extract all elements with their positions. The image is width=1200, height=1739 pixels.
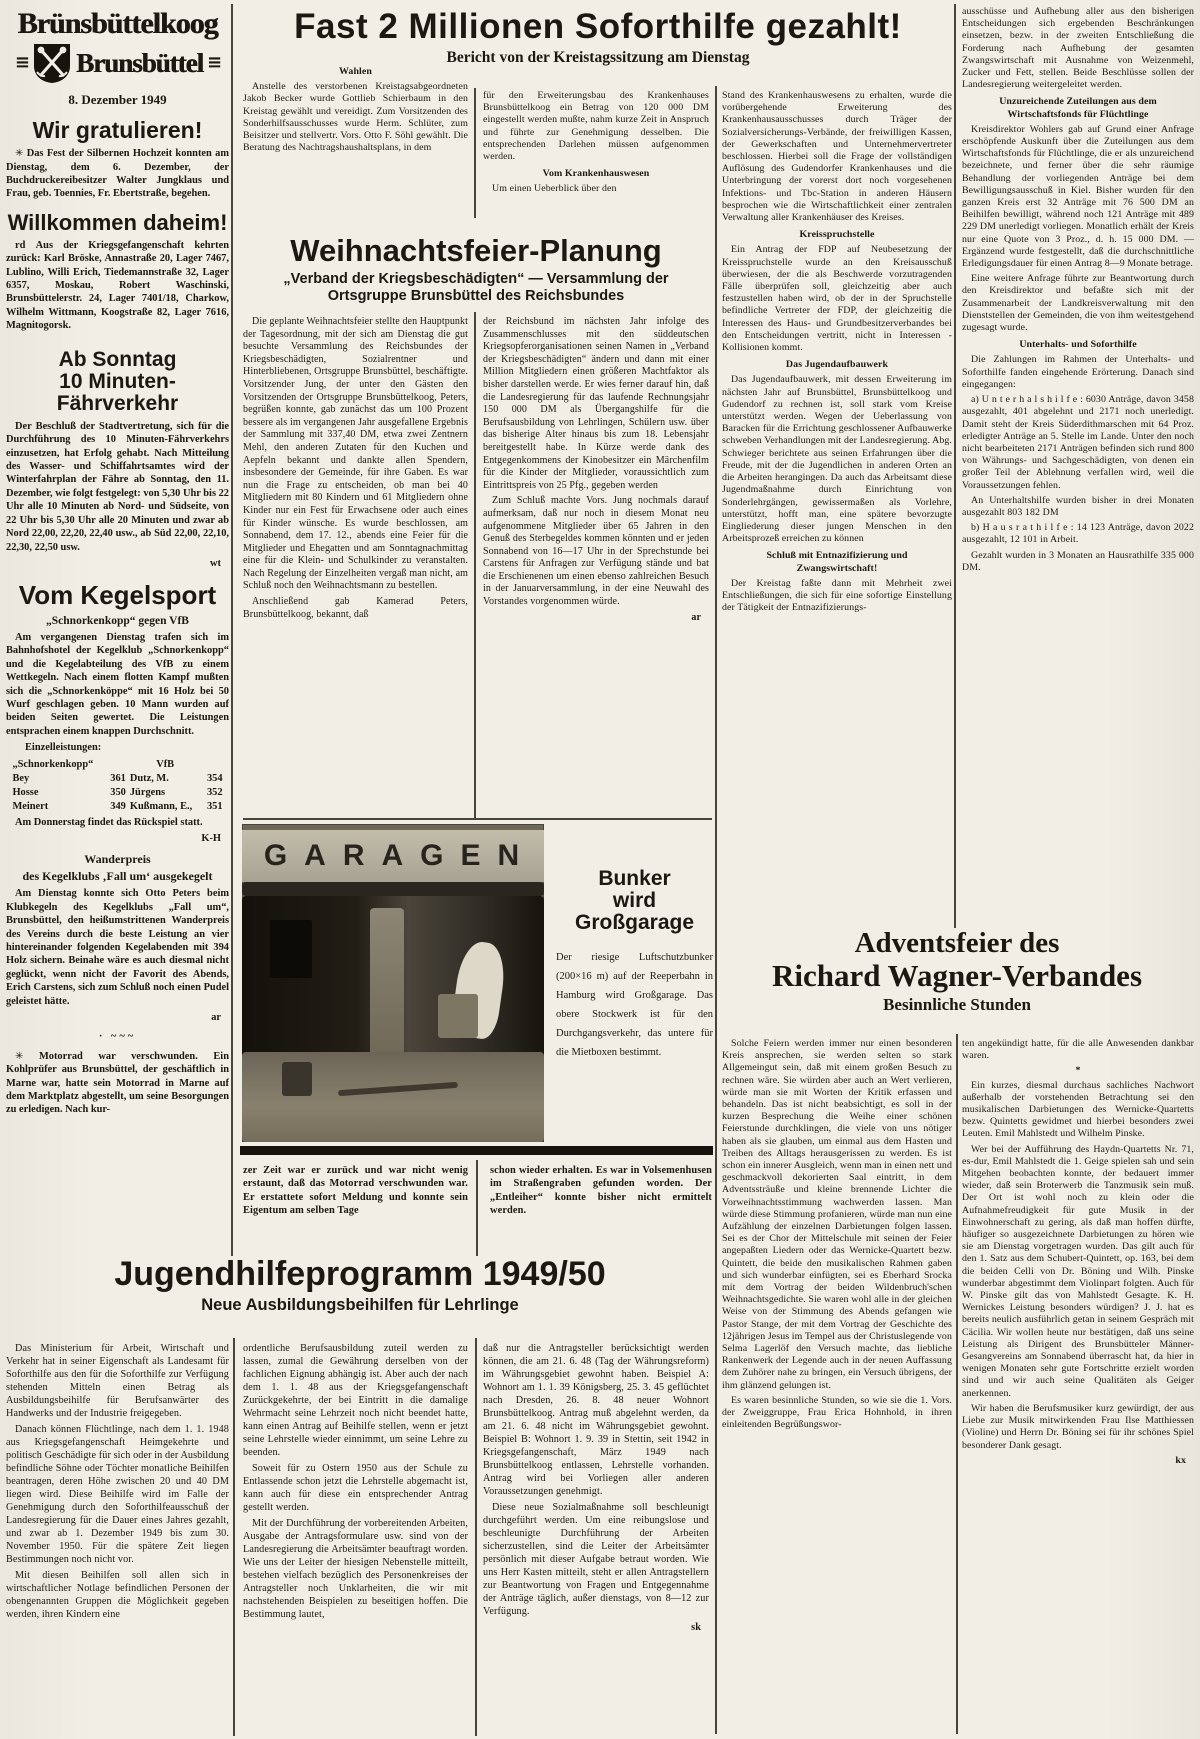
weihnachtsfeier-header [240,234,712,305]
left-column [6,6,229,1258]
paragraph: Anstelle des verstorbenen Kreistagsabgeordneten Jakob Becker wurde Gottlieb Schierbaum in den Kreistag gewählt und vereidigt. Zum Vorsitzenden des Sonderhilfsausschusses wurde Herm. Schlüter, zum Beisitzer und stellvertr. Vors. Otto F. Söhl gewählt. Die Beratung des Nachtragshaushaltsplans, in dem [243,81,468,154]
caption-body: Der riesige Luftschutzbunker (200×16 m) auf der Reeperbahn in Hamburg wird Großgarage. Das obere Stockwerk ist für den Durchgangsverkehr, das untere für die Mietboxen bestimmt. [556,952,713,1058]
paragraph: Ein Antrag der FDP auf Neubesetzung der Kreisspruchstelle wurde an den Kreisausschuß überwiesen, der die als Beschwerde vorzutragenden Fälle überprüfen soll, gleichzeitig aber auch festzustellen haben wird, ob der in der Spruchstelle befindliche Vertreter der FDP, der gleichzeitig die Interessen des Haus- und Grundbesitzerverbandes bei den Entscheidungen vertritt, nicht in Interessen - Kollisionen kommt. [722,244,952,354]
article-title-willkommen: Willkommen daheim! [7,209,228,235]
bold-lead: Das Fest der Silbernen Hochzeit [26,148,173,160]
jugendhilfe-col2 [243,1342,468,1734]
jugendhilfe-headline: Jugendhilfeprogramm 1949/50 [114,1255,606,1293]
paragraph: Der Beschluß der Stadtvertretung, sich für die Durchführung des 10 Minuten-Fährverkehrs einzusetzen, hat Erfolg gehabt. Nach Mitteilung des Wasser- und Schiffahrtsamtes wird der Winterfahrplan der Fähre ab Sonntag, den 11. Dezember, wie folgt festgelegt: von 5,30 Uhr bis 22 Uhr alle 10 Minuten ab Nord- und Südseite, von 22 Uhr bis 5,30 Uhr alle 20 Minuten und zwar ab Nord 22,00, 22,20, 22,40 usw., ab Süd 22,00, 22,10, 22,30, 22,50 usw. [6,420,229,553]
bold-lead: Motorrad war verschwunden. [38,1050,198,1062]
paragraph: Mit der Durchführung der vorbereitenden Arbeiten, Ausgabe der Antragsformulare usw. sind von der Landesregierung die Arbeitsämter beauftragt worden. Wie uns der Leiter der hiesigen Nebenstelle mitteilt, bestehen vielfach bezüglich des Personenkreises der Antragsteller noch Unklarheiten, die wir mit nachstehenden Beispielen zu beseitigen hoffen. Die Bestimmung lautet, [243,1518,468,1620]
ornament-divider: · ~~~ [98,1031,137,1043]
adventsfeier-headline-line1: Adventsfeier des [854,927,1060,959]
author-initials: ar [211,1011,221,1023]
paragraph: konnten am Dienstag, dem 6. Dezember, der Buchdruckereibesitzer Walter Jungklaus und Frau, geb. Toennies, Fr. Ebertstraße, begehen. [6,148,229,200]
adventsfeier-headline-line2: Richard Wagner-Verbandes [771,958,1143,993]
crosshead-kreisspruchstelle: Kreisspruchstelle [799,229,875,241]
table-label: Einzelleistungen: [25,742,102,754]
lead-subhead: Bericht von der Kreistagssitzung am Dienstag [446,49,750,66]
article-title-faehr-line2: 10 Minuten-Fährverkehr [56,369,179,415]
paragraph: a) U n t e r h a l s h i l f e : 6030 Anträge, davon 3458 ausgezahlt, 401 abgelehnt und 2171 noch unerledigt. Damit steht der Kreis Süderdithmarschen mit 64 Proz. erledigter Anträge an 5. Stelle im Lande. Unter den noch nicht bearbeiteten 2171 Anträgen befinden sich rund 800 von Währungs- und Sachgeschädigten, von denen ein großer Teil der Ablehnung verfallen wird, weil die Voraussetzungen fehlen. [962,394,1194,491]
column-rule [476,1160,478,1256]
crosshead-zuteilungen-line1: Unzureichende Zuteilungen aus dem [999,96,1157,108]
issue-date: 8. Dezember 1949 [68,92,167,107]
lead-article-header [240,8,956,68]
masthead-title-line1: Brünsbüttelkoog [17,7,218,40]
player-name: Kußmann, E., [129,800,193,812]
author-initials: K-H [201,833,221,845]
photo-doorway [270,920,312,978]
score: 354 [206,772,223,784]
score: 361 [110,772,126,784]
masthead-title-line2: Brunsbüttel [75,48,204,78]
paragraph: Die Zahlungen im Rahmen der Unterhalts- und Soforthilfe fanden eingehende Erörterung. Danach sind eingegangen: [962,354,1194,390]
jugendhilfe-col1 [6,1342,229,1734]
author-initials: rd [15,239,26,251]
photo-bottom-bar [240,1146,713,1155]
author-initials: ar [691,611,701,623]
player-name: Bey [12,772,30,784]
column-rule [715,86,717,1734]
crosshead-jugendaufbauwerk: Das Jugendaufbauwerk [785,359,889,371]
player-name: Hosse [12,786,39,798]
motorrad-continuation-col1 [243,1164,468,1254]
crosshead-unterhaltshilfe: Unterhalts- und Soforthilfe [1019,339,1137,351]
paragraph: ten angekündigt hatte, für die alle Anwesenden dankbar waren. [962,1038,1194,1062]
paragraph: daß nur die Antragsteller berücksichtigt werden können, die am 21. 6. 48 (Tag der Währungsreform) im Währungsgebiet gewohnt haben. Beispiel A: Wohnort am 1. 1. 39 Königsberg, 25. 3. 45 geflüchtet nach Dresden, 26. 8. 48 neuer Wohnort Brunsbüttelkoog. Antrag muß abgelehnt werden, da am 21. 6. 48 nicht im Währungsgebiet gewohnt. Beispiel B: Wohnort 1. 9. 39 in Stettin, seit 1942 in Kriegsgefangenschaft, März 1949 nach Brunsbüttelkoog entlassen, Lehrstelle vorhanden. Antrag wird bei Vorliegen aller anderen Voraussetzungen genehmigt. [483,1343,709,1497]
paragraph: Ein Kohlprüfer aus Brunsbüttel, der geschäftlich in Marne war, hatte sein Motorrad in Marne auf dem Marktplatz abgestellt, um seine Besorgungen zu erledigen. Nach kur- [6,1050,229,1116]
jugendhilfe-subhead: Neue Ausbildungsbeihilfen für Lehrlinge [201,1296,519,1314]
speed-lines-left-icon: ≡ [14,52,28,73]
crosshead-entnazifizierung-line2: Zwangswirtschaft! [796,562,878,574]
paragraph: Eine weitere Anfrage führte zur Beantwortung durch den Kreisdirektor und befaßte sich mit der Zusammenarbeit der Landkreisverwaltung mit den Dienststellen der Gemeinden, die von ihm weitestgehend zugesagt wurde. [962,273,1194,334]
weihnachtsfeier-col1 [243,316,468,816]
author-initials: sk [691,1622,701,1633]
paragraph: ordentliche Berufsausbildung zuteil werden zu lassen, zumal die Gewährung derselben von der fachlichen Eignung abhängig ist. Aber auch der nach dem 1. 1. 48 aus der Kriegsgefangenschaft Zurückgekehrte, der bei Eintritt in die damalige Wehrmacht seine Lehrzeit noch nicht beendet hatte, kann einen Antrag auf Beihilfe stellen, wenn er jetzt seine Lehrstelle wieder einnimmt, um seine Lehre zu beenden. [243,1343,468,1458]
paragraph: für den Erweiterungsbau des Krankenhauses Brunsbüttelkoog ein Betrag von 120 000 DM eingestellt werden mußte, nahm kurze Zeit in Anspruch und führte zur Genehmigung desselben. Die entsprechenden Darlehen müssen aufgenommen werden. [483,90,709,163]
table-header: „Schnorkenkopp“ [12,758,94,770]
paragraph: An Unterhaltshilfe wurden bisher in drei Monaten ausgezahlt 803 182 DM [962,494,1194,518]
paragraph: zer Zeit war er zurück und war nicht wenig erstaunt, daß das Motorrad verschwunden war. Er erstattete sofort Meldung und konnte sein Eigentum am selben Tage [243,1165,468,1217]
player-name: Meinert [12,800,49,812]
paragraph: Kreisdirektor Wohlers gab auf Grund einer Anfrage erschöpfende Auskunft über die Zuteilungen aus dem Wirtschaftsfonds für Flüchtlinge, die er als unzureichend bezeichnete, und ferner über die sehr räumige Behandlung der vorliegenden Anträge bei dem Bewilligungsausschuß in Kiel. Bisher wurden für den ganzen Kreis erst 32 Anträge mit 76 500 DM an Beihilfen bewilligt, während noch 121 Anträge mit 489 229 DM unerledigt vorliegen. Monatlich erhält der Kreis nur eine Quote von 3 Proz., d. h. 15 000 DM. — Ergänzend wurde festgestellt, daß die durchschnittliche Erledigungsdauer für einen Antrag 8—9 Monate betrage. [962,123,1194,270]
paragraph: Diese neue Sozialmaßnahme soll beschleunigt durchgeführt werden. Um eine reibungslose und beschleunigte Durchführung der Arbeiten sicherzustellen, sind die Leiter der Arbeitsämter persönlich mit dieser Aufgabe betraut worden. Wie uns Herr Kasten mitteilt, steht er allen Antragstellern zur Beantwortung von Fragen und Entgegennahme der Anträge täglich, außer dienstags, von 8—12 zur Verfügung. [483,1502,709,1617]
article-title-gratulieren: Wir gratulieren! [32,117,203,143]
adventsfeier-subhead: Besinnliche Stunden [883,995,1031,1014]
adventsfeier-header [718,928,1196,1016]
article-body [6,147,229,201]
paragraph: Soweit für zu Ostern 1950 aus der Schule zu Entlassende schon jetzt die Lehrstelle abgemacht ist, kann auch für diese ein entsprechender Antrag gestellt werden. [243,1463,468,1513]
paragraph: Stand des Krankenhauswesens zu erhalten, wurde die vorübergehende Erweiterung des Krankenhausausschusses durch Träger der Sozialversicherungs-Verbände, der freiwilligen Kassen, der Gewerkschaften und Unternehmervertreter beschlossen. Hierbei soll die Frage der vollständigen Auflösung des Gudendorfer Krankenhauses und die Unterbringung der vorerst dort noch vorgesehenen Infektions- und Tbc-Station in anderen Häusern besprochen wie die Wirtschaftlichkeit einer zentralen Verwaltung aller Krankenhäuser des Kreises. [722,90,952,224]
paragraph: Gezahlt wurden in 3 Monaten an Hausrathilfe 335 000 DM. [962,549,1194,573]
weihnachtsfeier-subhead-line1: „Verband der Kriegsbeschädigten“ — Versammlung der [283,271,669,287]
paragraph: Am vergangenen Dienstag trafen sich im Bahnhofshotel der Kegelklub „Schnorkenkopp“ und die Kegelabteilung des VfB zu einem Wettkegeln. Nach einem flotten Kampf mußten sich die „Schnorkenköppe“ mit 16 Holz bei 50 Wurf geschlagen geben. 10 Mann wurden auf beiden Seiten gewertet. Die Leistungen entsprachen einem knappen Durchschnitt. [6,632,229,737]
garage-sign-text: GARAGEN [263,839,537,872]
paragraph: Ein kurzes, diesmal durchaus sachliches Nachwort außerhalb der vorstehenden Betrachtung sei den musikalischen Darbietungen des Wernicke-Quartetts bezw. Quintetts gewidmet und hierbei besonders zwei Leuten. Emil Mahlstedt und Wilhelm Pinske. [962,1079,1194,1140]
caption-title-line2: wird Großgarage [574,889,695,934]
player-name: Jürgens [129,786,166,798]
column-rule [475,1338,477,1736]
paragraph: Solche Feiern werden immer nur einen besonderen Kreis ansprechen, sie werden selten so stark Allgemeingut sein, daß mit einem großen Besuch zu rechnen wäre. Sie würden aber auch an Wert verlieren, würde man sie mit Worten der Kritik erfassen und behandeln. Das ist nicht beabsichtigt, es soll in der kurzen Besprechung die Weihe einer schönen Feierstunde durchklingen, die viele von uns nötiger haben als sie glauben, um einmal aus dem Hasten und Treiben des Alltags herausgerissen zu werden. Es ist schon ein innerer Ausgleich, wenn man in einen nett und geschmackvoll dekorierten Saal eintritt, in dem Adventssträuße und kleine brennende Lichter die Vorweihnachtsstimmung wachwerden lassen. Man würde diese Stimmung profanieren, würde man nun eine Aufzählung der einzelnen Darbietungen folgen lassen. Sei es der Chor der Mittelschule mit seinen der Feier angepaßten Liedern oder das Wernicke-Quartett bezw. Quintett, die beide den musikalischen Rahmen gaben und sich wunderbar einfügten, sei es Eberhard Srocka mit dem Vortrag der beiden Wildenbruch'schen Weihnachtsgedichte. Sie waren wohl alle in der gleichen Weise von der Stimmung des Abends gefangen wie Pastor Stange, der mit dem Vortrag der Geschichte des 12jährigen Jesus im Tempel aus der Christuslegende von Selma Lagerlöf den Versuch machte, das liebliche Rankenwerk der Legende auch in der neuen Auffassung dem Zuhörer nahe zu bringen, ein Versuch übrigens, der ihm glänzend gelungen ist. [722,1038,952,1391]
column-rule [474,312,476,818]
lead-headline: Fast 2 Millionen Soforthilfe gezahlt! [294,7,902,46]
paragraph: Am Donnerstag findet das Rückspiel statt. [15,816,203,828]
table-row [10,786,224,800]
table-row [10,772,224,786]
kicker: „Schnorkenkopp“ gegen VfB [46,614,189,627]
score: 350 [110,786,126,798]
paragraph: Danach können Flüchtlinge, nach dem 1. 1. 1948 aus Kriegsgefangenschaft Heimgekehrte und politisch Geschädigte für sich oder in der Ausbildung befindliche Söhne oder Töchter monatliche Beihilfen beantragen, deren Höhe zwischen 20 und 40 DM liegen wird. Diese Beihilfe wird im Falle der Genehmigung durch den Soforthilfeausschuß der Landesregierung für die Dauer eines Jahres gezahlt, und zwar ab 1. Dezember 1949 bis zum 30. November 1950. Für die spätere Zeit liegen Bestimmungen noch nicht vor. [6,1424,229,1565]
player-name: Dutz, M. [129,772,169,784]
weihnachtsfeier-col2 [483,316,709,816]
paragraph: ausschüsse und Aufhebung aller aus den bisherigen Entscheidungen sich ergebenden Beschränkungen einsetzen, bezw. in der zweiten Entschließung die Forderung nach Aufhebung der gesamten Zwangswirtschaft mit Ausnahme von Weizenmehl, Zucker und Fett, stellen. Beide Beschlüsse sollen der Landesregierung weitergeleitet werden. [962,6,1194,91]
crosshead-wahlen: Wahlen [339,66,372,77]
masthead [6,8,229,108]
article-title-wanderpreis-line1: Wanderpreis [84,852,151,867]
lead-article-col1 [243,66,468,224]
paragraph: b) H a u s r a t h i l f e : 14 123 Anträge, davon 2022 ausgezahlt, 12 101 in Arbeit. [962,522,1194,546]
photo-pillar [370,908,404,1058]
paragraph: Zum Schluß machte Vors. Jung nochmals darauf aufmerksam, daß nur noch in diesem Monat neu aufgenommene Mitglieder über 65 Jahren in den Genuß des Sterbegeldes kommen könnten und er jeden Sonnabend von 16—17 Uhr in der Sprechstunde bei Carstens für Anfragen zur Verfügung stände und bat die Erschienenen um einen ebenso zahlreichen Besuch in der Januarversammlung, in der eine Neuwahl des Vorstandes vorgenommen würde. [483,495,709,608]
article-body [6,853,229,1116]
lead-article-col2 [483,90,709,232]
column-rule [474,88,476,218]
photo-garage [242,824,544,1142]
column-rule [956,1034,958,1734]
paragraph: Das Ministerium für Arbeit, Wirtschaft und Verkehr hat in seiner Eigenschaft als Landesamt für Soforthilfe aus den für die Soforthilfe zur Verfügung stehenden Mitteln einen Betrag als Ausbildungsbeihilfe für Berufsanwärter des Handwerks und der Industrie freigegeben. [6,1343,229,1419]
article-body [6,239,229,333]
article-body [6,615,229,846]
bold-lead: Aus der Kriegsgefangenschaft kehrten zurück: [6,239,229,265]
photo-bucket [282,1062,312,1096]
photo-crate [438,994,478,1038]
column-rule [233,1338,235,1736]
garage-sign [242,830,544,882]
lead-article-col4 [962,6,1194,928]
score: 349 [110,800,126,812]
article-body [6,420,229,570]
score: 352 [206,786,223,798]
paragraph: Karl Bröske, Annastraße 20, Lager 7467, Lublino, Willi Erich, Tiedemannstraße 32, Lager 6357, Moskau, Robert Waschinski, Brunsbüttelerstr. 24, Lager 7401/18, Charkow, Wilhelm Wittmann, Koogstraße 82, Lager 7616, Magnitogorsk. [6,253,229,332]
caption-title-line1: Bunker [598,867,671,890]
jugendhilfe-col3 [483,1342,709,1734]
kegel-results-table [10,758,224,814]
paragraph: Wir haben die Berufsmusiker kurz gewürdigt, der aus Liebe zur Musik mitwirkenden Frau Ilse Matthiessen (Violine) und Herrn Dr. Böning sei für ihr schönes Spiel besonderer Dank gesagt. [962,1402,1194,1451]
asterisk-icon: ✳ [15,1050,24,1062]
crosshead-krankenhaus: Vom Krankenhauswesen [542,168,650,180]
paragraph: Mit diesen Beihilfen soll allen sich in wirtschaftlicher Notlage befindlichen Personen der obengenannten Gruppen die Möglichkeit gegeben werden, ihren Kindern eine [6,1570,229,1620]
paragraph: Anschließend gab Kamerad Peters, Brunsbüttelkoog, bekannt, daß [243,596,468,620]
column-rule [231,4,233,1256]
paragraph: Es waren besinnliche Stunden, so wie sie die 1. Vors. der Zweiggruppe, Frau Erica Hohnhold, in ihren einleitenden Begrüßungswor- [722,1394,952,1431]
jugendhilfe-header [40,1256,680,1315]
paragraph: Am Dienstag konnte sich Otto Peters beim Klubkegeln des Kegelklubs „Fall um“, Brunsbüttel, den heißumstrittenen Wanderpreis des Vereins durch die beste Leistung an vier hintereinander folgenden Kegelabenden mit 394 Holz sichern. Beinahe wäre es auch diesmal nicht geglückt, wenn nicht der Favorit des Abends, Erich Carstens, sich zum Schluß noch einen Pudel geleistet hätte. [6,888,229,1007]
paragraph: Der Kreistag faßte dann mit Mehrheit zwei Entschließungen, die sich für eine sofortige Einstellung der Tätigkeit der Entnazifizierungs- [722,577,952,614]
section-divider [243,818,712,820]
weihnachtsfeier-headline: Weihnachtsfeier-Planung [290,233,662,268]
author-initials: wt [210,557,221,569]
lead-article-col3 [722,90,952,928]
paragraph: Das Jugendaufbauwerk, mit dessen Erweiterung im nächsten Jahr auf Brunsbüttel, Brunsbüttelkoog und Gudendorf zu rechnen ist, soll stark vom Kreise unterstützt werden. Wegen der Ueberlassung von Baracken für die Errichtung geschlossener Aufbauwerke schweben Verhandlungen mit der Landesregierung. Abg. Schwieger berichtete aus seinen Erfahrungen über die Freude, mit der die Jugendlichen in anderen Orten an die Arbeiten herangingen. Da auch das Arbeitsamt diese Jugendmaßnahme durch Einrichtung von Sonderlehrgängen, gewissermaßen als Vorlehre, unterstützt, hofft man, eine spätere bevorzugte Eingliederung dieser jungen Menschen in den Arbeitsprozeß erreichen zu können [722,374,952,545]
paragraph: Die geplante Weihnachtsfeier stellte den Hauptpunkt der Tagesordnung, mit der sich am Dienstag die gut besuchte Versammlung des Reichsbundes der Kriegsbeschädigten, Sozialrentner und Hinterbliebenen, Ortsgruppe Brunsbüttel, beschäftigte. Vorsitzender Jung, der unter den Gästen den Vorsitzenden der Ortsgruppe Brunsbüttelkoog, Peters, begrüßen konnte, gab zunächst das um 100 Prozent bessere als im vergangenen Jahr ausgefallene Ergebnis der Sammlung mit 337,40 DM, etwa zwei Zentnern Mehl, den anderen Zutaten für den Kuchen und Aepfeln bekannt und dankte allen Spendern, insbesondere der Gemeinde, für ihre Gaben. Es war nun die Frage zu entscheiden, ob man bei 40 Mitgliedern mit 80 Kindern und 61 Mitgliedern ohne Kinder nur ein Fest für Erwachsene oder auch eines für Kinder wünsche. Es wurde beschlossen, am Sonnabend, dem 17. 12., abends eine Feier für die Mitglieder und Ehegatten und am Sonntagnachmittag eine für die Klein- und Schulkinder zu veranstalten. Nach Regelung der Einzelheiten vergaß man nicht, am Schluß noch den Weihnachtsmann zu bestellen. [243,316,468,592]
crosshead-entnazifizierung-line1: Schluß mit Entnazifizierung und [766,550,908,562]
coat-of-arms-icon [32,42,72,84]
paragraph: schon wieder erhalten. Es war in Volsemenhusen im Straßengraben gefunden worden. Der „Entleiher“ konnte bisher nicht ermittelt werden. [490,1165,712,1217]
adventsfeier-col1 [722,1038,952,1734]
article-title-faehr-line1: Ab Sonntag [58,347,177,371]
column-rule [954,4,956,928]
table-row [10,800,224,814]
photo-caption-block [556,868,713,1130]
photo-lintel [242,882,544,896]
paragraph: Wer bei der Aufführung des Haydn-Quartetts Nr. 71, es-dur, Emil Mahlstedt die 1. Geige spielen sah und sein Mitgehen beobachten konnte, der bedauert immer wieder, daß sein Broterwerb die Tanzmusik sein muß. Der Ort ist wohl noch zu klein oder die Aufnahmefreudigkeit für gute Musik in der Einwohnerschaft zu gering, als daß man hoffen dürfte, häufiger so ausgezeichnete Darbietungen zu hören wie sie am Dienstag vorgetragen wurden. Das gilt auch für den 1. Satz aus dem Schubert-Quintett, op. 163, bei dem die beiden Celli von Dr. Böning und Wilh. Pinske wunderbar abgestimmt dem Violinpart folgten. Auch für W. Pinske gilt das von Mahlstedt Gesagte. K. H. Wernickes Leistung besonders würdigen? J. J. hat es bereits neulich ausführlich getan in seinem Gespräch mit Cäcilia. Wir wollen heute nur bestätigen, daß uns seine Leistung als Dirigent des Brunsbütteler Männer-Gesangvereins am Sonnabend überrascht hat, da hier in wenigen Monaten sehr gute Fortschritte erzielt worden sind und wir auch seine Qualitäten als Geiger anerkennen. [962,1143,1194,1399]
table-header: VfB [156,758,175,770]
article-title-kegelsport: Vom Kegelsport [18,580,217,611]
motorrad-continuation-col2 [490,1164,712,1244]
speed-lines-right-icon: ≡ [207,52,221,73]
score: 351 [206,800,223,812]
caption-title [556,868,713,934]
star-divider: * [1075,1065,1081,1077]
article-title-wanderpreis-line2: des Kegelklubs ‚Fall um‘ ausgekegelt [22,868,213,883]
crosshead-zuteilungen-line2: Wirtschaftsfonds für Flüchtlinge [1007,108,1149,120]
paragraph: Um einen Ueberblick über den [492,183,617,195]
weihnachtsfeier-subhead-line2: Ortsgruppe Brunsbüttel des Reichsbundes [327,288,625,304]
author-initials: kx [1175,1454,1186,1466]
paragraph: der Reichsbund im nächsten Jahr infolge des Zusammenschlusses mit den süddeutschen Kriegsopferorganisationen seinen Namen in „Verband der Kriegsbeschädigten“ ändern und dann mit einer Million Mitgliedern einen größeren Machtfaktor als bisher darstellen werde. Er wies ferner darauf hin, daß die Landesregierung für das laufende Rechnungsjahr 150 000 DM als Übergangshilfe für die Berufsausbildung von Lehrlingen, Schülern usw. über das bisherige Alter hinaus bis zum 18. Lebensjahr bereitgestellt habe. In Kürze werde dank des Entgegenkommens der Kinobesitzer ein Märchenfilm für die Kinder der Mitglieder, voraussichtlich zum Eintrittspreis von 25 Pfg., gegeben werden [483,316,709,491]
adventsfeier-col2 [962,1038,1194,1734]
asterisk-icon: ✳ [15,148,24,160]
